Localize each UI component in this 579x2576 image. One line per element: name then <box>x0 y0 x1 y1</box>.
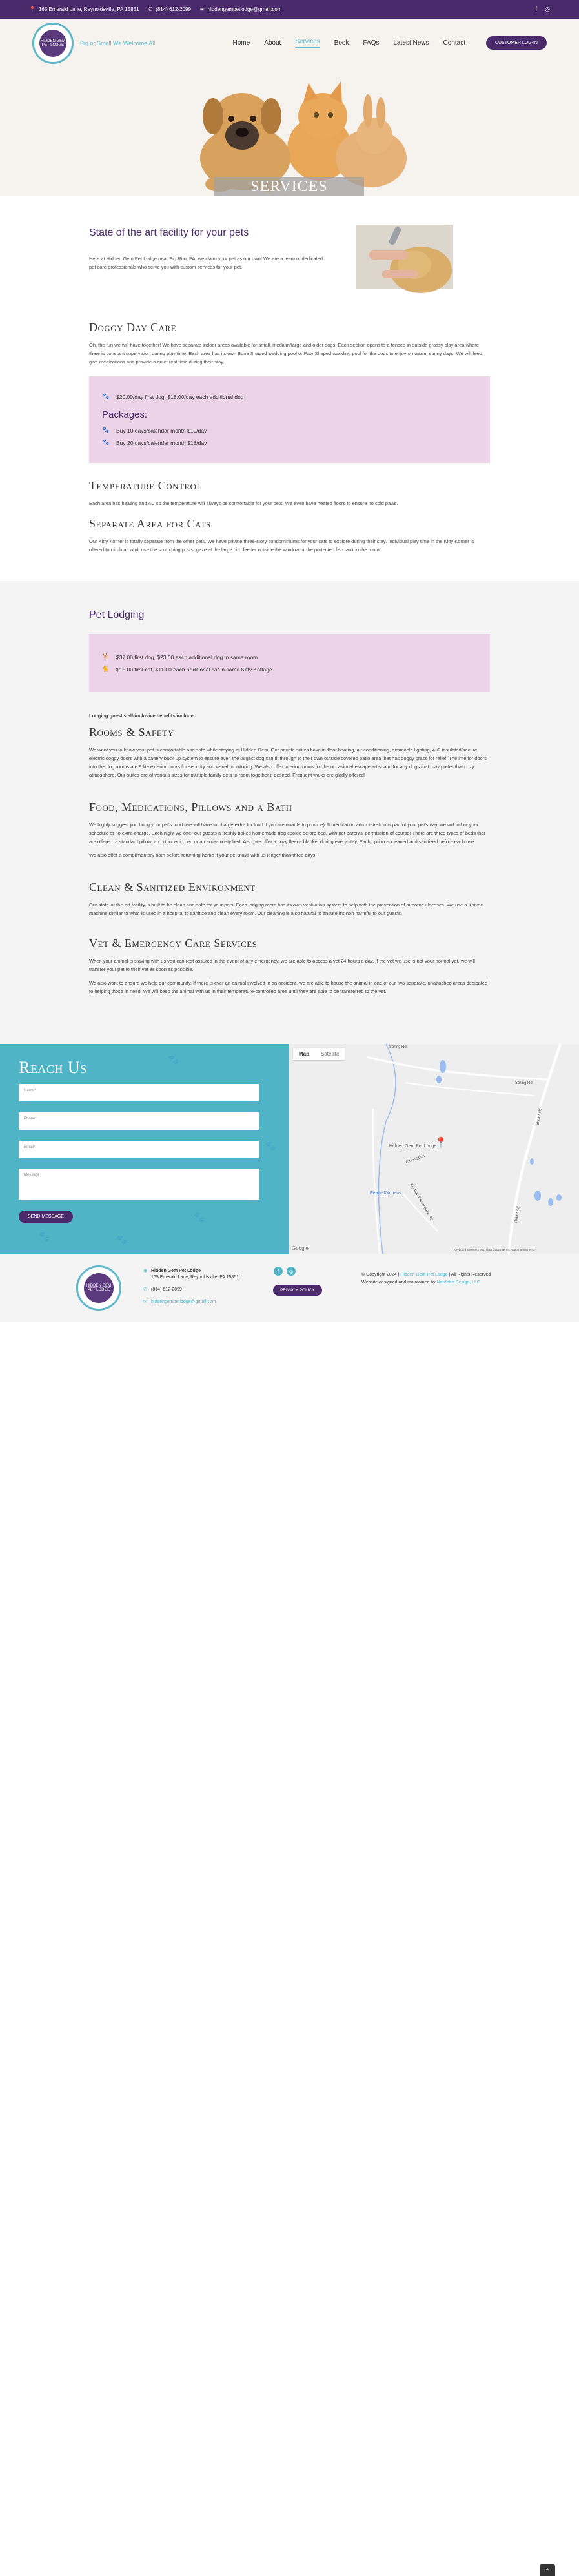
rooms-title: Rooms & Safety <box>89 726 174 739</box>
road-label: Shafer Rd <box>536 1108 543 1126</box>
dog-bath-image <box>356 225 453 289</box>
paw-pattern-icon: 🐾 <box>116 1234 128 1245</box>
food-section <box>89 801 490 859</box>
cat-icon: 🐈 <box>102 666 110 672</box>
lodging-dog-price: 🐕 $37.00 first dog, $23.00 each additional dog in same room <box>102 653 258 660</box>
logo-emblem: HIDDEN GEM PET LODGE <box>39 30 66 57</box>
copyright-link[interactable]: Hidden Gem Pet Lodge <box>400 1273 448 1277</box>
main-nav <box>233 36 547 50</box>
instagram-icon[interactable]: ◎ <box>287 1267 296 1276</box>
package-item: 🐾 Buy 10 days/calendar month $19/day <box>102 427 207 434</box>
daycare-section <box>89 321 490 463</box>
vet-text-community: We also want to ensure we help our community. If there is ever an animal involved in an accident, we are able to house the animal in one of our two separate, unattached areas dedicated to helping those in need. We will keep the animal with us in their temperature-controlled area until they are able to be transferred to the vet. <box>89 980 488 994</box>
package-item: 🐾 Buy 20 days/calendar month $18/day <box>102 439 207 446</box>
food-text-bath: We also offer a complimentary bath before returning home if your pet stays with us longer than three days! <box>89 852 317 858</box>
name-input[interactable]: Name* <box>19 1084 259 1101</box>
food-title: Food, Medications, Pillows and a Bath <box>89 801 292 813</box>
daycare-pricing-box <box>89 376 490 463</box>
envelope-icon: ✉ <box>199 6 205 12</box>
nav-faqs[interactable]: FAQs <box>363 39 380 46</box>
footer-address: ◉ Hidden Gem Pet Lodge 165 Emerald Lane, Reynoldsville, PA 15851 <box>143 1269 239 1280</box>
customer-login-button[interactable]: CUSTOMER LOG-IN <box>486 36 547 50</box>
hero-banner <box>0 67 579 196</box>
cats-text: Our Kitty Korner is totally separate from the other pets. We have private three-story condominiums for your cats to explore during their stay. Individual play time in the Kitty Korner is offered to climb around, use the scratching posts, gaze at the large bird feeder outside the window or the protected fish tank in the room! <box>89 538 474 553</box>
map-pin-label: Hidden Gem Pet Lodge <box>389 1144 437 1149</box>
footer-contact <box>143 1268 239 1311</box>
cats-section <box>89 517 490 554</box>
dog-icon: 🐕 <box>102 653 110 660</box>
cats-title: Separate Area for Cats <box>89 517 211 530</box>
envelope-icon: ✉ <box>143 1300 147 1304</box>
road-label: Emerald Ln <box>405 1154 425 1165</box>
packages-title: Packages: <box>102 409 148 420</box>
copyright: © Copyright 2024 | Hidden Gem Pet Lodge | All Rights Reserved Website designed and maintained by Nerdette Design, LLC <box>361 1273 491 1285</box>
site-tagline: Big or Small We Welcome All <box>80 39 156 46</box>
nav-latest-news[interactable]: Latest News <box>393 39 429 46</box>
footer-phone[interactable]: ✆ (814) 612-2099 <box>143 1287 182 1292</box>
phone-input[interactable]: Phone* <box>19 1112 259 1130</box>
phone-icon: ✆ <box>148 6 153 12</box>
reach-us-title: Reach Us <box>19 1058 87 1077</box>
satellite-tab[interactable]: Satellite <box>321 1051 340 1057</box>
top-bar <box>0 0 579 19</box>
daycare-text: Oh, the fun we will have together! We have separate indoor areas available for small, medium/large and older dogs. Each section opens to a fenced in outside grassy play area where there is constant supervision during play time. Each area has its own Bone Shaped wadding pool or Paw Shaped wadding pool for the dogs to enjoy on warm, sunny days! We will feed, give medications and provide a quiet rest time during their stay. <box>89 342 484 365</box>
temperature-section <box>89 479 490 507</box>
vet-text: When your animal is staying with us you can rest assured in the event of any emergency, we are able to access a vet 24 hours a day. If the vet we use is not your normal vet, we will transfer your pet to their vet as soon as possible. <box>89 958 475 972</box>
email-input[interactable]: Email* <box>19 1141 259 1158</box>
paw-pattern-icon: 🐾 <box>265 1141 276 1151</box>
page-title: SERVICES <box>214 177 364 196</box>
intro-text: Here at Hidden Gem Pet Lodge near Big Run, PA, we claim your pet as our own! We are a team of dedicated pet care professionals who serve you with custom services for your pet. <box>89 256 323 270</box>
paw-pattern-icon: 🐾 <box>194 1212 205 1222</box>
footer-social <box>274 1267 296 1276</box>
paw-icon: 🐾 <box>102 439 110 445</box>
send-message-button[interactable]: SEND MESSAGE <box>19 1211 73 1223</box>
vet-section <box>89 937 490 996</box>
temperature-title: Temperature Control <box>89 479 202 492</box>
instagram-icon[interactable]: ◎ <box>545 6 550 12</box>
clean-title: Clean & Sanitized Environment <box>89 881 256 894</box>
contact-form-section <box>0 1044 289 1254</box>
map-pin-icon: 📍 <box>29 6 36 12</box>
lodging-cat-price: 🐈 $15.00 first cat, $11.00 each additional cat in same Kitty Kottage <box>102 666 272 673</box>
facebook-icon[interactable]: f <box>535 6 538 12</box>
chevron-up-icon: ⌃ <box>545 2567 550 2573</box>
footer-logo[interactable] <box>76 1265 121 1311</box>
road-label: Shafer Rd <box>514 1206 521 1224</box>
location-map[interactable] <box>289 1044 579 1254</box>
paw-pattern-icon: 🐾 <box>168 1054 179 1065</box>
topbar-social <box>536 6 550 13</box>
phone-icon: ✆ <box>143 1287 147 1292</box>
clean-section <box>89 881 490 917</box>
scroll-to-top-button[interactable] <box>540 2564 555 2576</box>
message-textarea[interactable]: Message <box>19 1169 259 1200</box>
topbar-phone[interactable]: ✆ (814) 612-2099 <box>148 6 191 12</box>
map-attribution: Keyboard shortcuts Map data ©2024 Terms Report a map error <box>454 1248 536 1251</box>
nav-services[interactable]: Services <box>295 38 320 48</box>
lodging-section <box>89 609 490 720</box>
food-text: We highly suggest you bring your pet's food (we will have to charge extra for food if you are unable to provide). If medication administration is part of your pet's day, we will follow your schedule at no extra charge. Each night we offer our guests a freshly baked homemade dog cookie before bed, with pet parents' permission of course! There are three types of beds that are offered: a standard pillow, an orthopedic bed or an anti-anxiety bed. Also, we offer a cozy fleece blanket during every stay. Each option is cleaned and sanitized before each use. <box>89 822 485 844</box>
daycare-price: 🐾 $20.00/day first dog, $18.00/day each additional dog <box>102 393 244 400</box>
topbar-email[interactable]: ✉ hiddengempetlodge@gmail.com <box>199 6 282 12</box>
poi-label[interactable]: Peace Kitchens <box>370 1191 401 1196</box>
designer-link[interactable]: Nerdette Design, LLC <box>436 1280 480 1285</box>
vet-title: Vet & Emergency Care Services <box>89 937 258 950</box>
map-marker-icon[interactable]: 📍 <box>434 1138 447 1149</box>
road-label: Big Run Prescottville Rd <box>409 1183 434 1222</box>
road-label: Spring Rd <box>389 1045 407 1049</box>
footer-email[interactable]: ✉ hiddengempetlodge@gmail.com <box>143 1300 216 1304</box>
temperature-text: Each area has heating and AC so the temperature will always be comfortable for your pets. We even have heated floors to ensure no cold paws. <box>89 500 398 506</box>
footer-logo-emblem: HIDDEN GEM PET LODGE <box>84 1273 114 1303</box>
nav-contact[interactable]: Contact <box>443 39 465 46</box>
site-footer <box>0 1254 579 2573</box>
map-tab[interactable]: Map <box>299 1051 309 1057</box>
topbar-address: 📍 165 Emerald Lane, Reynoldsville, PA 15851 <box>29 6 139 12</box>
google-logo: Google <box>292 1245 309 1251</box>
road-label: Spring Rd <box>515 1081 533 1085</box>
benefits-label: Lodging guest's all-inclusive benefits include: <box>89 713 196 719</box>
map-type-toggle <box>293 1048 345 1060</box>
puppy-kitten-bunny-image <box>174 52 407 195</box>
paw-pattern-icon: 🐾 <box>39 1231 50 1242</box>
lodging-title: Pet Lodging <box>89 609 145 620</box>
daycare-title: Doggy Day Care <box>89 321 177 334</box>
lodging-pricing-box <box>89 634 490 692</box>
nav-book[interactable]: Book <box>334 39 349 46</box>
rooms-text: We want you to know your pet is comfortable and safe while staying at Hidden Gem. Our private suites have in-floor heating, air conditioning, dimmable lighting, 4×2 insulated/secure electric doggy doors with a battery back up system to ensure even the largest dog can fit through to their own outside covered patio area that has doggy grass for relief! The interior doors into the dog rooms are 9 lite exterior doors for security and visual monitoring. We also offer interior rooms for the occasional escape artist and for any dogs that may prefer that cozy atmosphere. Our suites are of various sizes for multiple family pets to room together if desired. Frequent walks are gladly offered! <box>89 747 487 778</box>
clean-text: Our state-of-the-art facility is built to be clean and safe for your pets. Each lodging room has its own ventilation system to help with the prevention of airborne illnesses. We use a Kaivac machine similar to what is used in a hospital to sanitize and clean every room. Our cleaning is also natural to ensure it's non harmful to our guests. <box>89 902 483 916</box>
paw-icon: 🐾 <box>102 427 110 433</box>
map-pin-icon: ◉ <box>143 1269 148 1273</box>
nav-about[interactable]: About <box>264 39 281 46</box>
site-logo[interactable] <box>32 23 74 64</box>
nav-home[interactable]: Home <box>232 39 250 46</box>
facebook-icon[interactable]: f <box>274 1267 283 1276</box>
privacy-policy-button[interactable]: PRIVACY POLICY <box>273 1285 322 1296</box>
paw-icon: 🐾 <box>102 393 110 400</box>
rooms-section <box>89 726 490 779</box>
intro-title: State of the art facility for your pets <box>89 227 249 238</box>
